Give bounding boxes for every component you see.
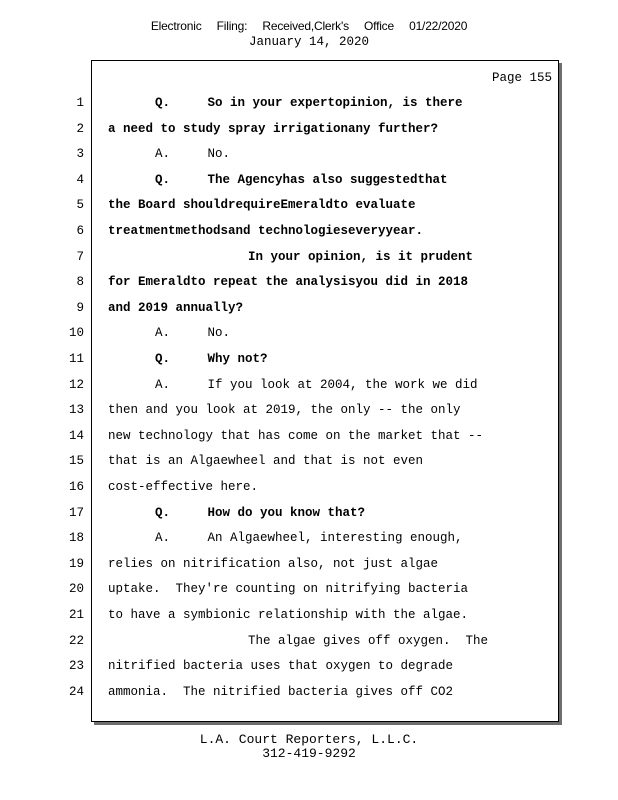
line-number: 14: [68, 429, 84, 443]
transcript-line: Q. How do you know that?: [155, 506, 366, 520]
filing-date: 01/22/2020: [409, 19, 468, 33]
line-number: 4: [76, 173, 84, 187]
line-number: 15: [68, 454, 84, 468]
transcript-line: then and you look at 2019, the only -- the only: [108, 403, 461, 417]
transcript-line: Q. So in your expertopinion, is there: [155, 96, 463, 110]
transcript-line: to have a symbionic relationship with the algae.: [108, 608, 469, 622]
transcript-line: A. If you look at 2004, the work we did: [155, 378, 478, 392]
line-number: 10: [68, 326, 84, 340]
transcript-line: A. An Algaewheel, interesting enough,: [155, 531, 463, 545]
line-number: 24: [68, 685, 84, 699]
transcript-line: In your opinion, is it prudent: [248, 250, 474, 264]
transcript-line: treatmentmethodsand technologieseveryyear.: [108, 224, 424, 238]
line-number: 21: [68, 608, 84, 622]
transcript-line: cost-effective here.: [108, 480, 259, 494]
filing-word-electronic: Electronic: [150, 19, 202, 33]
transcript-line: that is an Algaewheel and that is not even: [108, 454, 424, 468]
reporter-company: L.A. Court Reporters, L.L.C.: [199, 732, 419, 747]
transcript-line: ammonia. The nitrified bacteria gives off CO2: [108, 685, 454, 699]
line-number: 23: [68, 659, 84, 673]
transcript-line: The algae gives off oxygen. The: [248, 634, 489, 648]
line-number: 7: [76, 250, 84, 264]
filing-word-received: Received,Clerk's: [262, 19, 349, 33]
transcript-line: and 2019 annually?: [108, 301, 244, 315]
line-number: 9: [76, 301, 84, 315]
line-number: 22: [68, 634, 84, 648]
line-number: 11: [68, 352, 84, 366]
line-number: 16: [68, 480, 84, 494]
transcript-line: Q. Why not?: [155, 352, 268, 366]
transcript-line: relies on nitrification also, not just algae: [108, 557, 439, 571]
transcript-line: Q. The Agencyhas also suggestedthat: [155, 173, 448, 187]
page-number: Page 155: [491, 71, 552, 85]
line-number: 13: [68, 403, 84, 417]
transcript-line: for Emeraldto repeat the analysisyou did in 2018: [108, 275, 469, 289]
line-number: 17: [68, 506, 84, 520]
transcript-line: nitrified bacteria uses that oxygen to degrade: [108, 659, 454, 673]
line-number: 18: [68, 531, 84, 545]
transcript-line: A. No.: [155, 147, 231, 161]
line-number: 1: [76, 96, 84, 110]
filing-word-office: Office: [364, 19, 394, 33]
line-number: 2: [76, 122, 84, 136]
transcript-line: A. No.: [155, 326, 231, 340]
line-number: 20: [68, 582, 84, 596]
transcript-line: new technology that has come on the market that --: [108, 429, 484, 443]
line-number: 12: [68, 378, 84, 392]
line-number: 3: [76, 147, 84, 161]
line-number: 19: [68, 557, 84, 571]
transcript-date: January 14, 2020: [248, 35, 370, 49]
filing-stamp: [0, 19, 618, 33]
reporter-phone: 312-419-9292: [262, 746, 356, 761]
line-number: 8: [76, 275, 84, 289]
transcript-line: uptake. They're counting on nitrifying bacteria: [108, 582, 469, 596]
transcript-line: a need to study spray irrigationany further?: [108, 122, 439, 136]
line-number: 6: [76, 224, 84, 238]
line-number: 5: [76, 198, 84, 212]
filing-word-filing: Filing:: [216, 19, 248, 33]
footer: [0, 733, 618, 761]
transcript-line: the Board shouldrequireEmeraldto evaluate: [108, 198, 416, 212]
